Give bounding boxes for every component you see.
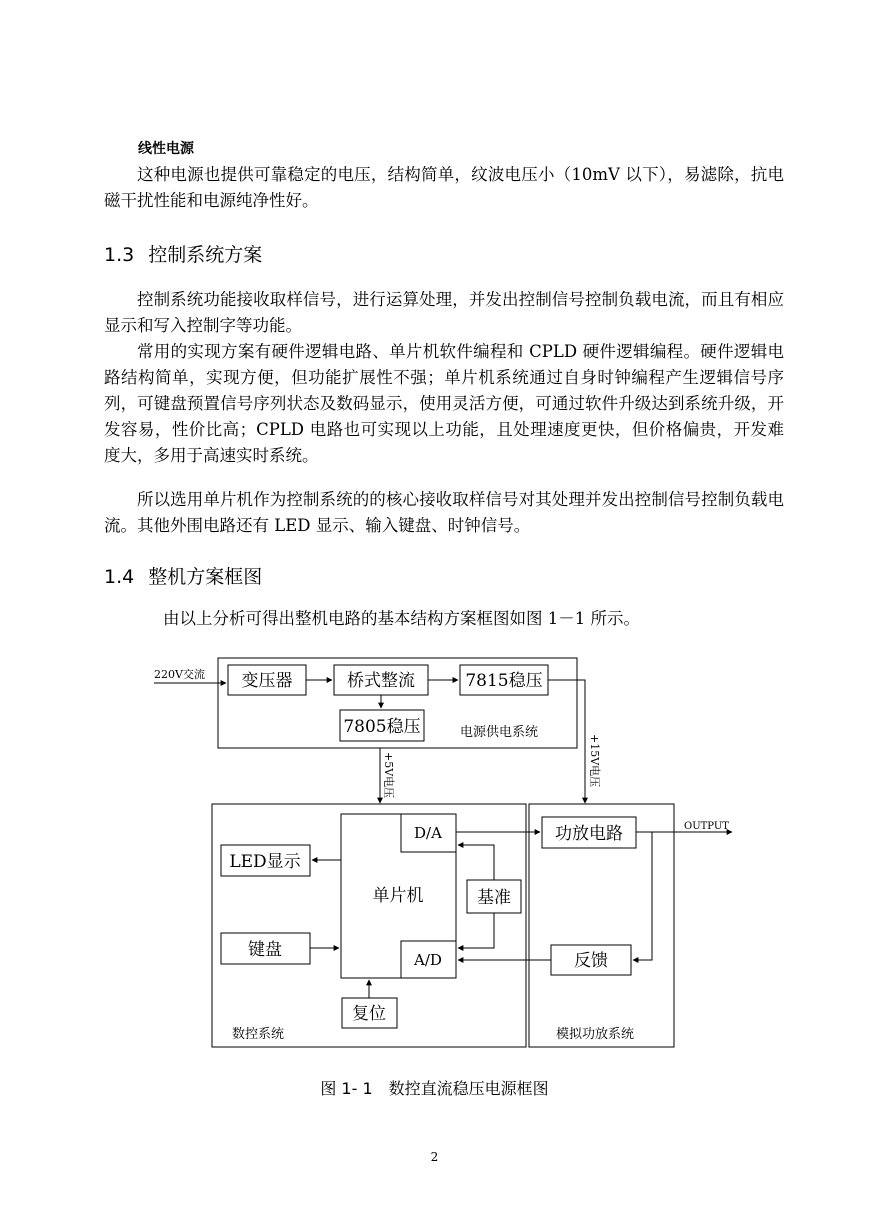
- reset-label: 复位: [352, 1004, 386, 1024]
- paragraph-control-1: 控制系统功能接收取样信号，进行运算处理，并发出控制信号控制负载电流，而且有相应显示和写入控制字等功能。: [104, 290, 784, 335]
- rectifier-label: 桥式整流: [347, 671, 415, 691]
- paragraph-linear-power: 这种电源也提供可靠稳定的电压，结构简单，纹波电压小（10mV 以下），易滤除，抗电磁干扰性能和电源纯净性好。: [104, 165, 784, 210]
- paragraph-control-2: 常用的实现方案有硬件逻辑电路、单片机软件编程和 CPLD 硬件逻辑编程。硬件逻辑电路结构简单，实现方便，但功能扩展性不强；单片机系统通过自身时钟编程产生逻辑信号序列，可键盘预置信号序列状态及数码显示，使用灵活方便，可通过软件升级达到系统升级，开发容易，性价比高；CPLD 电路也可实现以上功能，且处理速度更快，但价格偏贵，开发难度大，多用于高速实时系统。: [104, 342, 784, 465]
- ad-label: A/D: [414, 951, 442, 969]
- subheading-linear-power: 线性电源: [138, 141, 194, 157]
- section-title: 控制系统方案: [148, 244, 263, 266]
- mcu-label: 单片机: [372, 886, 424, 906]
- keyboard-label: 键盘: [248, 940, 282, 960]
- section-number: 1.4: [104, 566, 135, 588]
- power-system-label: 电源供电系统: [460, 725, 539, 740]
- amplifier-label: 功放电路: [555, 824, 623, 844]
- feedback-label: 反馈: [574, 951, 608, 971]
- analog-system-label: 模拟功放系统: [556, 1027, 635, 1042]
- output-label: OUTPUT: [684, 821, 729, 832]
- reference-label: 基准: [477, 888, 511, 908]
- section-title: 整机方案框图: [148, 566, 263, 588]
- paragraph-control-3: 所以选用单片机作为控制系统的的核心接收取样信号对其处理并发出控制信号控制负载电流。其他外围电路还有 LED 显示、输入键盘、时钟信号。: [104, 490, 784, 535]
- page-number: 2: [430, 1150, 439, 1164]
- led-label: LED显示: [229, 852, 301, 872]
- section-number: 1.3: [104, 244, 135, 266]
- figure-caption: 图 1- 1 数控直流稳压电源框图: [320, 1079, 549, 1098]
- da-label: D/A: [414, 824, 442, 842]
- v15-label: +15V电压: [588, 734, 601, 788]
- reg-7805-label: 7805稳压: [343, 717, 421, 737]
- v5-label: +5V电压: [382, 752, 395, 799]
- digital-system-label: 数控系统: [232, 1027, 285, 1042]
- paragraph-diagram-intro: 由以上分析可得出整机电路的基本结构方案框图如图 1－1 所示。: [163, 609, 640, 628]
- input-label: 220V交流: [154, 668, 205, 681]
- transformer-label: 变压器: [241, 671, 293, 691]
- reg-7815-label: 7815稳压: [465, 671, 543, 691]
